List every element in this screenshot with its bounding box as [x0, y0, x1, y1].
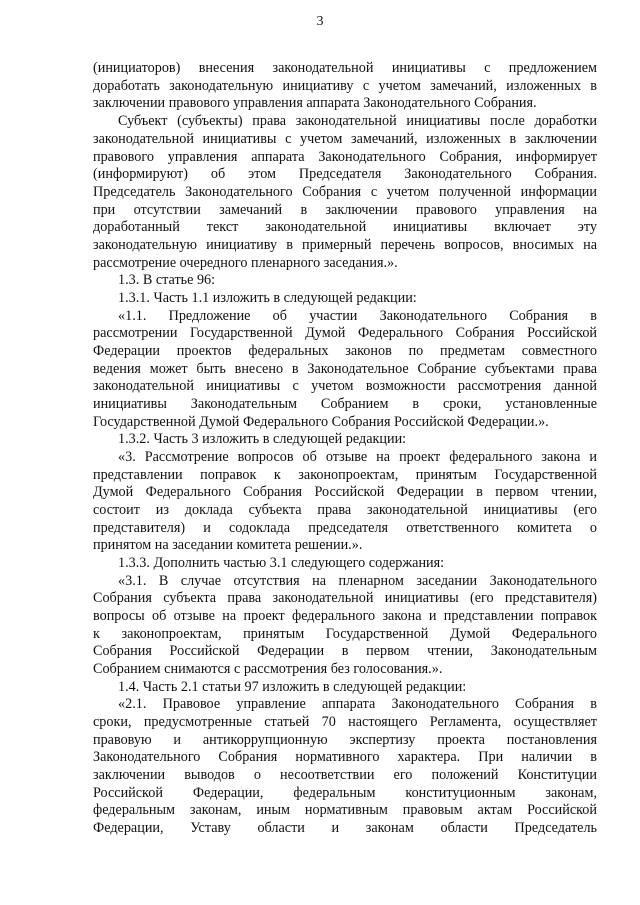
text-line: Думой Федерального Собрания Российской Федерации в первом чтении, — [93, 484, 597, 500]
text-line: «3.1. В случае отсутствия на пленарном заседании Законодательного — [118, 573, 597, 589]
text-line: Российской Федерации, федеральным конституционным законам, — [93, 785, 597, 801]
text-line: законодательной инициативы с учетом возможности рассмотрения данной — [93, 378, 597, 394]
text-line: рассмотрении Государственной Думой Федерального Собрания Российской — [93, 325, 597, 341]
text-line: (информируют) об этом Председателя Законодательного Собрания. — [93, 166, 597, 182]
text-line: (инициаторов) внесения законодательной инициативы с предложением — [93, 60, 597, 76]
section-heading: 1.3.1. Часть 1.1 изложить в следующей редакции: — [118, 290, 417, 306]
text-line: представителя) и содоклада председателя ответственного комитета о — [93, 520, 597, 536]
text-line: Субъект (субъекты) права законодательной инициативы после доработки — [118, 113, 597, 129]
text-line: Собранием снимаются с рассмотрения без голосования.». — [93, 661, 443, 677]
section-heading: 1.3.2. Часть 3 изложить в следующей редакции: — [118, 431, 407, 447]
text-line: заключении правового управления аппарата Законодательного Собрания. — [93, 95, 537, 111]
text-line: рассмотрение очередного пленарного заседания.». — [93, 255, 398, 271]
section-heading: 1.3.3. Дополнить частью 3.1 следующего содержания: — [118, 555, 445, 571]
text-line: состоит из доклада субъекта права законодательной инициативы (его — [93, 502, 597, 518]
text-line: «2.1. Правовое управление аппарата Законодательного Собрания в — [118, 696, 597, 712]
text-line: «1.1. Предложение об участии Законодательного Собрания в — [118, 308, 597, 324]
section-heading: 1.4. Часть 2.1 статьи 97 изложить в следующей редакции: — [118, 679, 467, 695]
text-line: Государственной Думой Федерального Собрания Российской Федерации.». — [93, 414, 549, 430]
text-line: Федерации, Уставу области и законам области Председатель — [93, 820, 597, 836]
text-line: правовую и антикоррупционную экспертизу проекта постановления — [93, 732, 597, 748]
text-line: доработать законодательную инициативу с учетом замечаний, изложенных в — [93, 78, 597, 94]
text-line: законодательную инициативу в примерный перечень вопросов, вносимых на — [93, 237, 597, 253]
text-line: доработанный текст законодательной инициативы включает эту — [93, 219, 597, 235]
section-heading: 1.3. В статье 96: — [118, 272, 216, 288]
text-line: законодательной инициативы с учетом замечаний, изложенных в заключении — [93, 131, 597, 147]
text-line: при отсутствии замечаний в заключении правового управления на — [93, 202, 597, 218]
text-line: «3. Рассмотрение вопросов об отзыве на проект федерального закона и — [118, 449, 597, 465]
text-line: Председатель Законодательного Собрания с учетом полученной информации — [93, 184, 597, 200]
text-line: Собрания субъекта права законодательной инициативы (его представителя) — [93, 590, 597, 606]
text-line: правового управления аппарата Законодательного Собрания, информирует — [93, 149, 597, 165]
text-line: Федерации проектов федеральных законов по предметам совместного — [93, 343, 597, 359]
text-line: сроки, предусмотренные статьей 70 настоящего Регламента, осуществляет — [93, 714, 597, 730]
text-line: заключении выводов о несоответствии его положений Конституции — [93, 767, 597, 783]
text-line: к законопроектам, принятым Государственной Думой Федерального — [93, 626, 597, 642]
text-line: Собрания Российской Федерации в первом чтении, Законодательным — [93, 643, 597, 659]
text-line: принятом на заседании комитета решении.». — [93, 537, 363, 553]
text-line: представлении поправок к законопроектам, принятым Государственной — [93, 467, 597, 483]
text-line: федеральным законам, иным нормативным правовым актам Российской — [93, 802, 597, 818]
text-line: ведения может быть внесено в Законодательное Собрание субъектами права — [93, 361, 597, 377]
text-line: инициативы Законодательным Собранием в сроки, установленные — [93, 396, 597, 412]
text-line: Законодательного Собрания нормативного характера. При наличии в — [93, 749, 597, 765]
text-line: вопросы об отзыве на проект федерального закона и представлении поправок — [93, 608, 597, 624]
page-number: 3 — [316, 14, 324, 29]
